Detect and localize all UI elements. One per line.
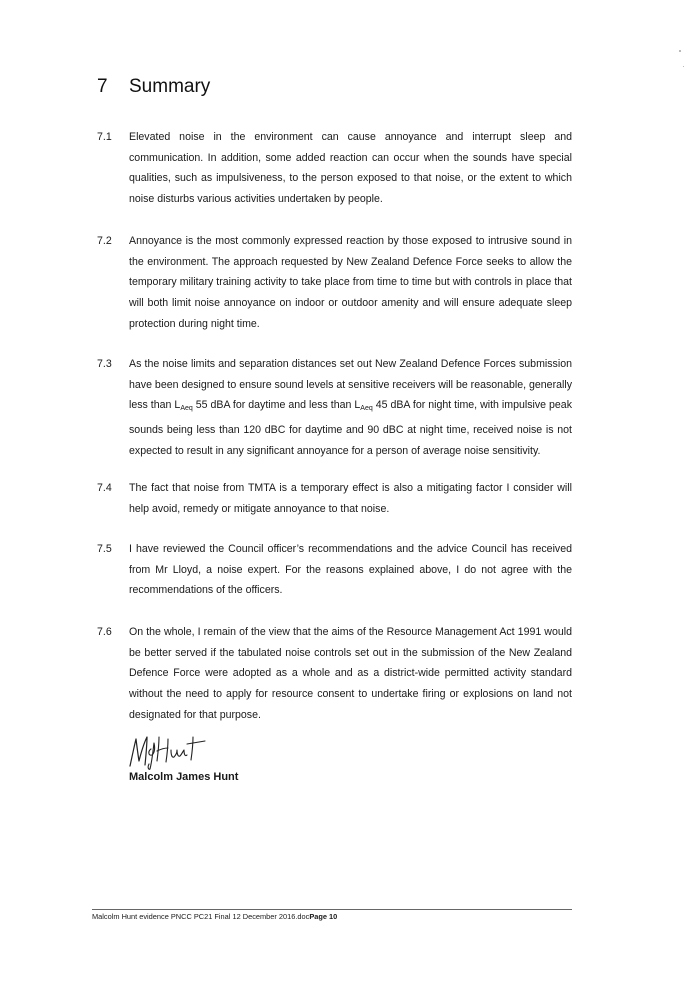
paragraph-number: 7.5 <box>97 543 112 555</box>
paragraph-7-4 <box>97 478 572 519</box>
scan-speck <box>679 50 681 52</box>
paragraph-text: Annoyance is the most commonly expressed reaction by those exposed to intrusive sound in the environment. The approach requested by New Zealand Defence Force seeks to allow the temporary military training activity to take place from time to time but with controls in place that will both limit noise annoyance on indoor or outdoor amenity and will ensure adequate sleep protection during night time. <box>129 235 572 330</box>
paragraph-number: 7.3 <box>97 358 112 370</box>
text-segment: As the noise limits and separation distances set out New Zealand Defence Forces submission have been designed to ensure sound levels at sensitive receivers will be reasonable, generally less than <box>129 358 572 412</box>
footer-document-name: Malcolm Hunt evidence PNCC PC21 Final 12 December 2016.doc <box>92 912 310 921</box>
paragraph-text: I have reviewed the Council officer’s recommendations and the advice Council has received from Mr Lloyd, a noise expert. For the reasons explained above, I do not agree with the recommendations of the officers. <box>129 543 572 597</box>
signer-name: Malcolm James Hunt <box>129 771 239 783</box>
l-symbol: L <box>354 399 361 412</box>
handwritten-signature <box>127 733 209 771</box>
paragraph-7-6 <box>97 622 572 726</box>
scan-speck <box>683 66 684 67</box>
paragraph-number: 7.4 <box>97 482 112 494</box>
paragraph-number: 7.2 <box>97 235 112 247</box>
l-symbol: L <box>174 399 181 412</box>
paragraph-text: The fact that noise from TMTA is a temporary effect is also a mitigating factor I consider will help avoid, remedy or mitigate annoyance to that noise. <box>129 482 572 515</box>
footer-page-number: Page 10 <box>309 912 338 921</box>
paragraph-text <box>129 354 572 462</box>
aeq-subscript: Aeq <box>360 405 373 413</box>
paragraph-7-5 <box>97 539 572 601</box>
section-number: 7 <box>97 76 108 97</box>
footer-rule <box>92 909 572 910</box>
text-segment: 45 dBA for night time, with impulsive peak sounds being less than 120 dBC for daytime and 90 dBC at night time, received noise is not expected to result in any significant annoyance for a person of average noise sensitivity. <box>129 399 572 457</box>
paragraph-number: 7.6 <box>97 626 112 638</box>
paragraph-number: 7.1 <box>97 131 112 143</box>
paragraph-7-3 <box>97 354 572 462</box>
paragraph-7-2 <box>97 231 572 335</box>
paragraph-7-1 <box>97 127 572 210</box>
section-heading <box>97 76 210 98</box>
paragraph-text: Elevated noise in the environment can cause annoyance and interrupt sleep and communication. In addition, some added reaction can occur when the sounds have special qualities, such as impulsiveness, to the person exposed to that noise, or the extent to which noise disturbs various activities undertaken by people. <box>129 131 572 206</box>
page-footer <box>92 912 337 921</box>
aeq-subscript: Aeq <box>180 405 193 413</box>
section-title: Summary <box>129 76 211 97</box>
paragraph-text: On the whole, I remain of the view that the aims of the Resource Management Act 1991 would be better served if the tabulated noise controls set out in the submission of the New Zealand Defence Force were adopted as a whole and as a district-wide permitted activity standard without the need to apply for resource consent to undertake firing or explosions on land not designated for that purpose. <box>129 626 572 721</box>
text-segment: 55 dBA for daytime and less than <box>192 399 355 412</box>
